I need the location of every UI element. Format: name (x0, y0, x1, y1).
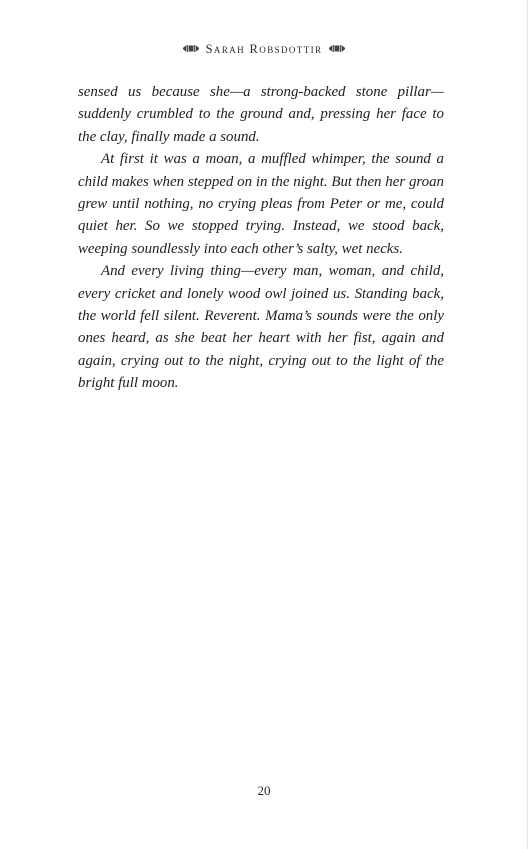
paragraph-continued: sensed us because she—a strong-backed stone pillar—suddenly crumbled to the ground and, pressing her face to the clay, finally made a sound. (78, 84, 444, 145)
ornament-left-icon (183, 44, 199, 53)
paragraph: And every living thing—every man, woman, and child, every cricket and lonely wood owl joined us. Standing back, the world fell silent. Reverent. Mama’s sounds were the only ones heard, as she beat her heart with her fist, again and again, crying out to the night, crying out to the light of the bright full moon. (78, 263, 444, 392)
ornament-right-icon (329, 44, 345, 53)
paragraph: At first it was a moan, a muffled whimper, the sound a child makes when stepped on in the night. But then her groan grew until nothing, no crying pleas from Peter or me, could quiet her. So we stopped trying. Instead, we stood back, weeping soundlessly into each other’s salty, wet necks. (78, 151, 444, 257)
running-header (0, 42, 528, 57)
page-number: 20 (257, 783, 271, 798)
author-name: Sarah Robsdottir (205, 42, 323, 56)
body-text (78, 81, 444, 395)
